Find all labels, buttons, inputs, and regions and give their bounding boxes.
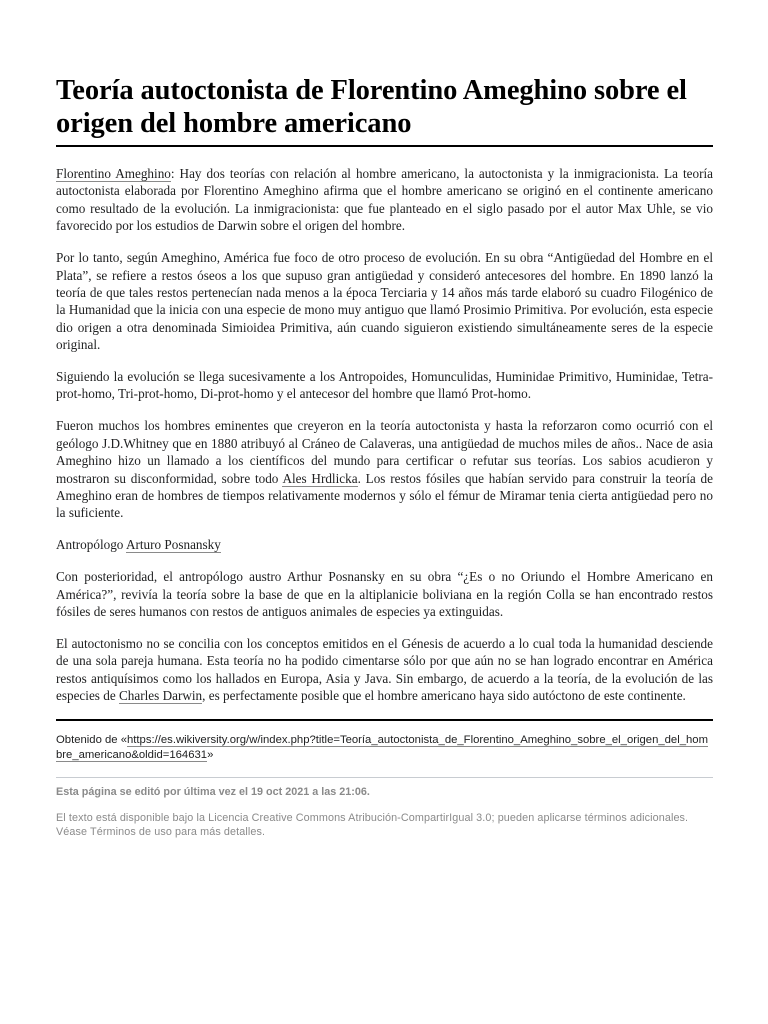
page-footer <box>56 785 713 839</box>
article-page <box>56 0 713 839</box>
paragraph-intro-text: : Hay dos teorías con relación al hombre americano, la autoctonista y la inmigracionista. La teoría autoctonista elaborada por Florentino Ameghino afirma que el hombre americano se originó en el continente americano como resultado de la evolución. La inmigracionista: que fue planteado en el siglo pasado por el autor Max Uhle, se vio favorecido por los estudios de Darwin sobre el origen del hombre. <box>56 166 713 234</box>
retrieved-prefix: Obtenido de « <box>56 734 127 747</box>
retrieved-suffix: » <box>207 749 214 762</box>
link-florentino-ameghino[interactable]: Florentino Ameghino <box>56 166 171 181</box>
link-charles-darwin[interactable]: Charles Darwin <box>118 688 203 704</box>
footer-divider <box>56 777 713 778</box>
license-info: El texto está disponible bajo la Licencia Creative Commons Atribución-CompartirIgual 3.0; pueden aplicarse términos adicionales. Véase Términos de uso para más detalles. <box>56 812 689 839</box>
paragraph-posnansky-heading <box>56 536 713 553</box>
paragraph-autoctonismo-text: El autoctonismo no se concilia con los conceptos emitidos en el Génesis de acuerdo a lo cual toda la humanidad desciende de una sola pareja humana. Esta teoría no ha podido cimentarse sólo por que aún no se han logrado encontrar en América restos antiquísimos como los hallados en Europa, Asia y Java. Sin embargo, de acuerdo a la teoría, de la evolución de las especies de <box>56 635 713 704</box>
paragraph-autoctonismo <box>56 635 713 705</box>
paragraph-posnansky: Con posterioridad, el antropólogo austro Arthur Posnansky en su obra “¿Es o no Oriundo el Hombre Americano en América?”, revivía la teoría sobre la base de que en la altiplanicie boliviana en la región Colla se han encontrado restos fósiles de seres humanos con restos de antiguos animales de especies ya extinguidas. <box>56 569 713 620</box>
retrieved-from <box>56 733 713 763</box>
paragraph-intro <box>56 165 713 235</box>
article-body <box>56 165 713 705</box>
link-arturo-posnansky[interactable]: Arturo Posnansky <box>125 537 221 553</box>
page-title: Teoría autoctonista de Florentino Ameghino sobre el origen del hombre americano <box>56 74 713 147</box>
paragraph-ameghino-evolution: Por lo tanto, según Ameghino, América fue foco de otro proceso de evolución. En su obra “Antigüedad del Hombre en el Plata”, se refiere a restos óseos a los que supuso gran antigüedad y consideró antecesores del hombre. En 1890 lanzó la teoría de que tales restos pertenecían nada menos a la época Terciaria y 14 años más tarde elaboró su cuadro Filogénico de la Humanidad que la inicia con una especie de mono muy antiguo que llamó Prosimio Primitiva. Por evolución, esta especie dio origen a otra denominada Simioidea Primitiva, aún cuando siguieron existiendo simultáneamente seres de la especie original. <box>56 250 713 353</box>
paragraph-eminent-men-text-end: . Los restos fósiles que habían servido para construir la teoría de Ameghino eran de hombres de tiempos relativamente modernos y sólo el fémur de Miramar tenia cierta antigüedad pero no la suficiente. <box>56 470 714 521</box>
paragraph-evolution-sequence: Siguiendo la evolución se llega sucesivamente a los Antropoides, Homunculidas, Huminidae Primitivo, Huminidae, Tetra-prot-homo, Tri-prot-homo, Di-prot-homo y el antecesor del hombre que llamó Prot-homo. <box>56 369 713 402</box>
paragraph-eminent-men-text: Fueron muchos los hombres eminentes que creyeron en la teoría autoctonista y hasta la reforzaron como ocurrió con el geólogo J.D.Whitney que en 1880 atribuyó al Cráneo de Calaveras, una antigüedad de muchos miles de años.. Nace de asia Ameghino hizo un llamado a los científicos del mundo para certificar o refutar sus teorías. Los sabios acudieron y mostraron su disconformidad, sobre todo <box>56 418 713 486</box>
content-bottom-rule <box>56 719 713 721</box>
paragraph-eminent-men <box>56 417 713 521</box>
permanent-link[interactable]: https://es.wikiversity.org/w/index.php?title=Teoría_autoctonista_de_Florentino_Ameghino_sobre_el_origen_del_hombre_americano&oldid=164631 <box>56 734 708 762</box>
anthropologist-label: Antropólogo <box>56 537 126 553</box>
paragraph-autoctonismo-text-end: , es perfectamente posible que el hombre americano haya sido autóctono de este continente. <box>202 688 686 704</box>
link-ales-hrdlicka[interactable]: Ales Hrdlicka <box>282 470 358 486</box>
last-edited-info: Esta página se editó por última vez el 19 oct 2021 a las 21:06. <box>56 786 370 799</box>
